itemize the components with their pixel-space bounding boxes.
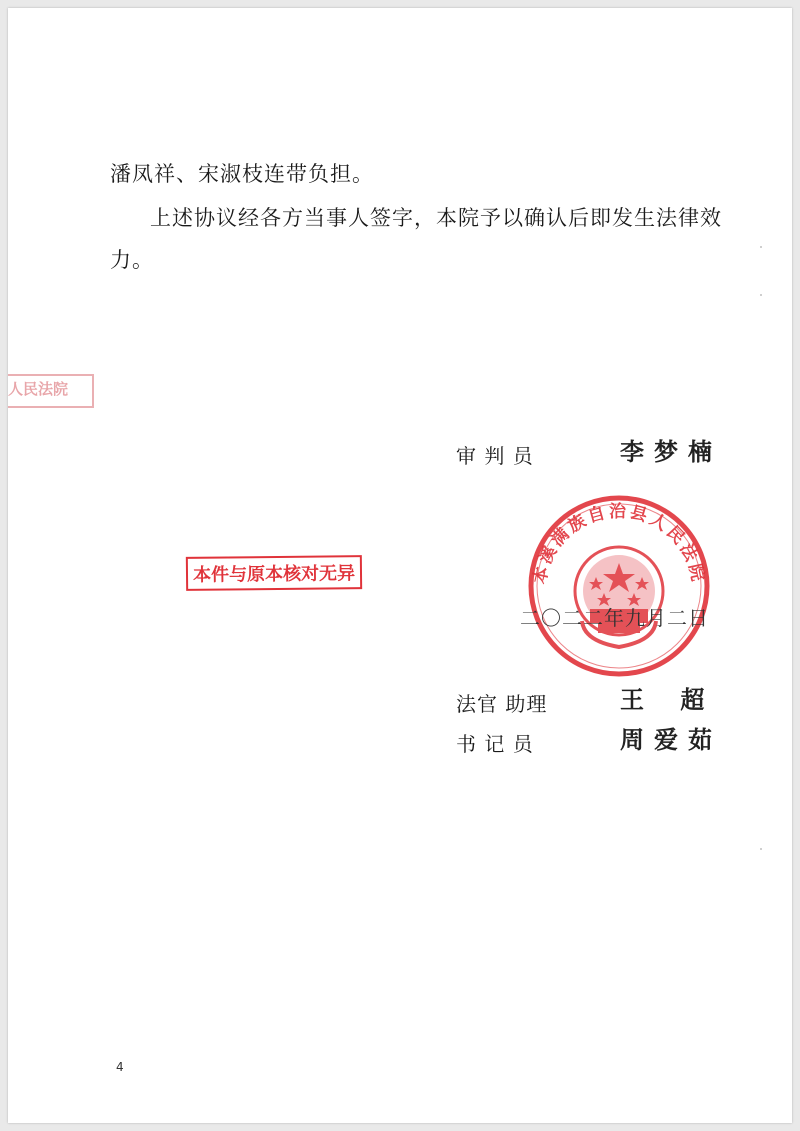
document-date: 二〇二二年九月二日: [520, 606, 709, 630]
scan-mark: [760, 246, 762, 248]
assistant-signature: 王 超: [620, 685, 719, 714]
document-page: [8, 8, 792, 1123]
body-line-2: 上述协议经各方当事人签字，本院予以确认后即发生法律效: [150, 206, 722, 230]
certified-copy-stamp-text: 本件与原本核对无异: [192, 563, 356, 586]
judge-label: 审 判 员: [456, 444, 534, 468]
scan-mark: [760, 294, 762, 296]
court-seal: [524, 491, 714, 681]
scan-mark: [760, 848, 762, 850]
court-seal-text: 本溪满族自治县人民法院: [529, 501, 709, 586]
clerk-signature: 周爱茹: [620, 725, 722, 754]
body-line-3: 力。: [110, 248, 154, 272]
edge-court-stamp: [8, 374, 94, 408]
judge-signature: 李梦楠: [620, 437, 722, 466]
certified-copy-stamp: [186, 555, 362, 591]
assistant-label: 法官 助理: [456, 692, 548, 716]
body-line-1: 潘凤祥、宋淑枝连带负担。: [110, 162, 374, 186]
clerk-label: 书 记 员: [456, 732, 534, 756]
edge-stamp-text: 人民法院: [8, 380, 69, 398]
page-number: 4: [116, 1060, 124, 1074]
